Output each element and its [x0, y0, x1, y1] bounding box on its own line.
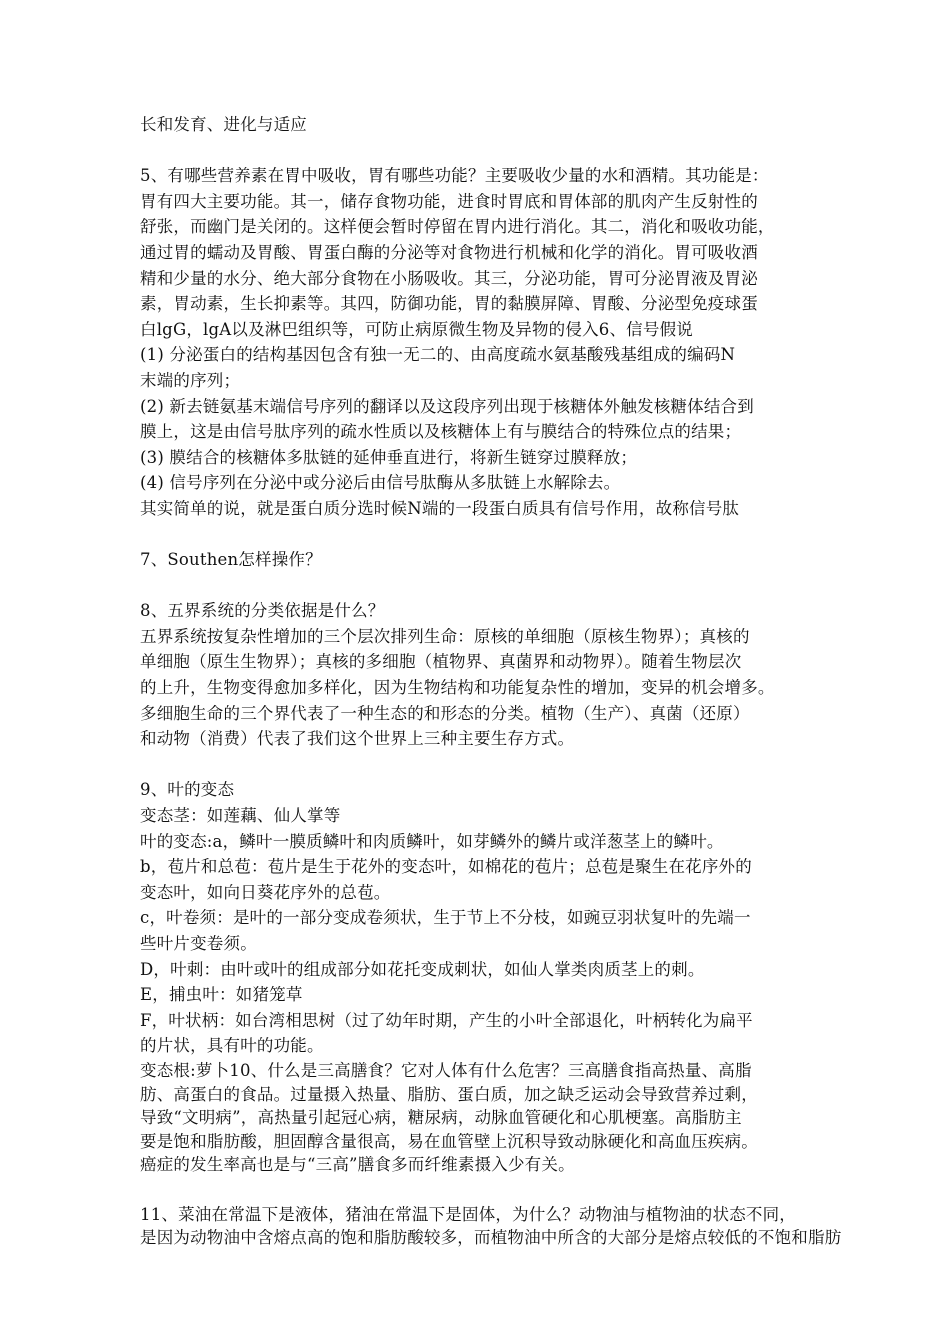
paragraph — [140, 112, 870, 138]
paragraph-gap — [140, 138, 870, 164]
text-line: 的片状，具有叶的功能。 — [140, 1036, 324, 1056]
text-line: b，苞片和总苞：苞片是生于花外的变态叶，如棉花的苞片；总苞是聚生在花序外的 — [140, 857, 752, 877]
paragraph — [140, 777, 870, 1059]
text-line: 精和少量的水分、绝大部分食物在小肠吸收。其三，分泌功能，胃可分泌胃液及胃泌 — [140, 268, 758, 288]
paragraph-gap — [140, 522, 870, 548]
text-line: 要是饱和脂肪酸，胆固醇含量很高，易在血管壁上沉积导致动脉硬化和高血压疾病。 — [140, 1131, 758, 1151]
text-line: E，捕虫叶：如猪笼草 — [140, 985, 303, 1005]
text-line: D，叶刺：由叶或叶的组成部分如花托变成刺状，如仙人掌类肉质茎上的刺。 — [140, 959, 705, 979]
text-line: 五界系统按复杂性增加的三个层次排列生命：原核的单细胞（原核生物界）；真核的 — [140, 626, 750, 646]
text-line: 多细胞生命的三个界代表了一种生态的和形态的分类。植物（生产）、真菌（还原） — [140, 703, 750, 723]
paragraph — [140, 1203, 870, 1250]
paragraph — [140, 163, 870, 521]
paragraph — [140, 1059, 870, 1177]
text-line: 的上升，生物变得愈加多样化，因为生物结构和功能复杂性的增加，变异的机会增多。 — [140, 678, 775, 698]
text-line: 素，胃动素，生长抑素等。其四，防御功能，胃的黏膜屏障、胃酸、分泌型免疫球蛋 — [140, 294, 758, 314]
text-line: 舒张，而幽门是关闭的。这样便会暂时停留在胃内进行消化。其二，消化和吸收功能， — [140, 217, 775, 237]
text-line: 和动物（消费）代表了我们这个世界上三种主要生存方式。 — [140, 729, 575, 749]
paragraph — [140, 547, 870, 573]
paragraph-gap — [140, 1177, 870, 1203]
text-line: 膜上，这是由信号肽序列的疏水性质以及核糖体上有与膜结合的特殊位点的结果； — [140, 422, 742, 442]
text-line: 叶的变态:a，鳞叶一膜质鳞叶和肉质鳞叶，如芽鳞外的鳞片或洋葱茎上的鳞叶。 — [140, 831, 724, 851]
text-line: 7、Southen怎样操作？ — [140, 550, 322, 570]
text-line: F，叶状柄：如台湾相思树（过了幼年时期，产生的小叶全部退化，叶柄转化为扁平 — [140, 1010, 753, 1030]
text-line: 8、五界系统的分类依据是什么？ — [140, 601, 385, 621]
text-line: 些叶片变卷须。 — [140, 934, 257, 953]
text-line: 通过胃的蠕动及胃酸、胃蛋白酶的分泌等对食物进行机械和化学的消化。胃可吸收酒 — [140, 242, 758, 262]
text-line: (3) 膜结合的核糖体多肽链的延伸垂直进行，将新生链穿过膜释放； — [140, 447, 638, 467]
text-line: c，叶卷须：是叶的一部分变成卷须状，生于节上不分枝，如豌豆羽状复叶的先端一 — [140, 908, 751, 928]
text-line: 肪、高蛋白的食品。过量摄入热量、脂肪、蛋白质，加之缺乏运动会导致营养过剩， — [140, 1084, 758, 1104]
text-line: 末端的序列； — [140, 370, 241, 390]
text-line: (1) 分泌蛋白的结构基因包含有独一无二的、由高度疏水氨基酸残基组成的编码N — [140, 345, 736, 365]
text-line: 长和发育、进化与适应 — [140, 115, 307, 134]
paragraph-gap — [140, 573, 870, 599]
text-line: 变态根:萝卜10、什么是三高膳食？它对人体有什么危害？三高膳食指高热量、高脂 — [140, 1060, 752, 1080]
text-line: 胃有四大主要功能。其一，储存食物功能，进食时胃底和胃体部的肌肉产生反射性的 — [140, 191, 758, 211]
text-line: 变态叶，如向日葵花序外的总苞。 — [140, 882, 391, 902]
document-body — [140, 112, 870, 1250]
text-line: 11、菜油在常温下是液体，猪油在常温下是固体，为什么？动物油与植物油的状态不同， — [140, 1204, 796, 1224]
text-line: 是因为动物油中含熔点高的饱和脂肪酸较多，而植物油中所含的大部分是熔点较低的不饱和脂肪 — [140, 1228, 842, 1248]
text-line: 白lgG，lgA以及淋巴组织等，可防止病原微生物及异物的侵入6、信号假说 — [140, 319, 693, 339]
text-line: 变态茎：如莲藕、仙人掌等 — [140, 806, 341, 826]
paragraph — [140, 598, 870, 752]
text-line: 单细胞（原生生物界）；真核的多细胞（植物界、真菌界和动物界）。随着生物层次 — [140, 652, 742, 672]
text-line: 导致“文明病”，高热量引起冠心病，糖尿病，动脉血管硬化和心肌梗塞。高脂肪主 — [140, 1108, 742, 1128]
text-line: (4) 信号序列在分泌中或分泌后由信号肽酶从多肽链上水解除去。 — [140, 473, 621, 493]
text-line: 其实简单的说，就是蛋白质分选时候N端的一段蛋白质具有信号作用，故称信号肽 — [140, 498, 740, 518]
paragraph-gap — [140, 752, 870, 778]
text-line: 5、有哪些营养素在胃中吸收，胃有哪些功能？主要吸收少量的水和酒精。其功能是： — [140, 166, 769, 186]
text-line: 癌症的发生率高也是与“三高”膳食多而纤维素摄入少有关。 — [140, 1155, 575, 1175]
text-line: 9、叶的变态 — [140, 780, 235, 800]
text-line: (2) 新去链氨基末端信号序列的翻译以及这段序列出现于核糖体外触发核糖体结合到 — [140, 396, 754, 416]
